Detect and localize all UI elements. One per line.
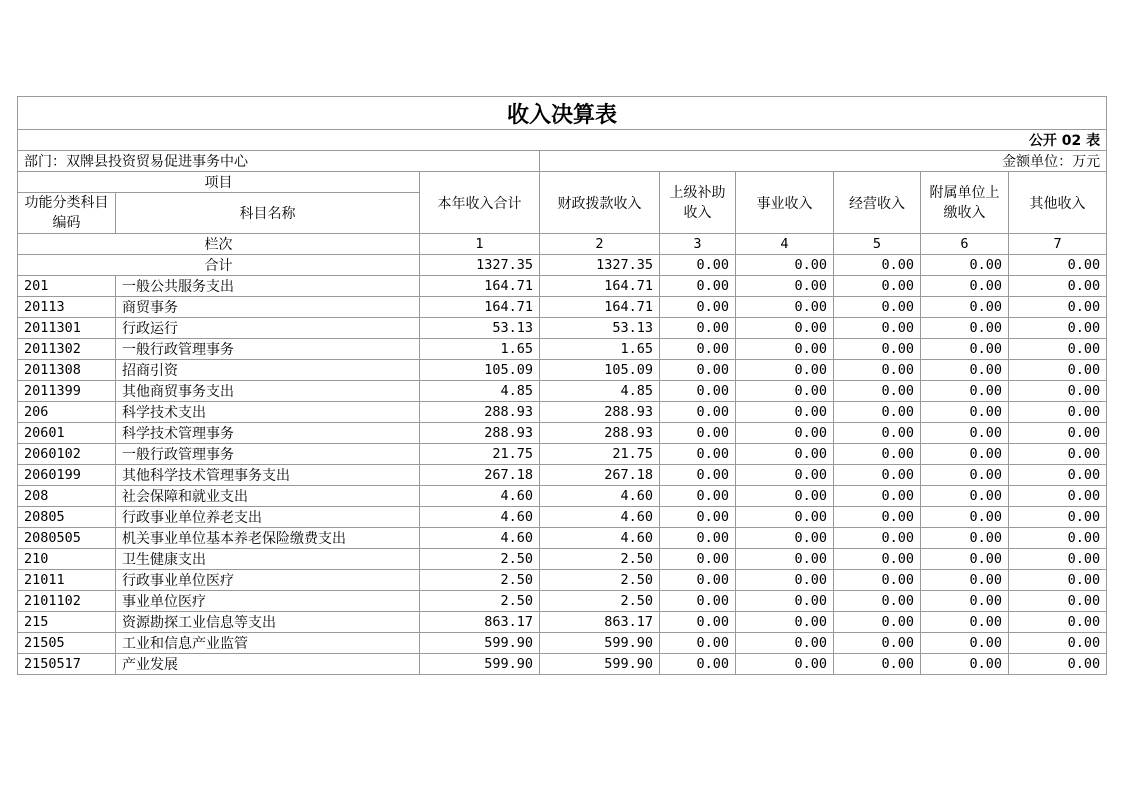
header-subject-name: 科目名称 [116,193,420,234]
table-row [18,276,1107,297]
code-cell: 206 [18,402,116,423]
table-row [18,318,1107,339]
amount-cell: 164.71 [420,297,540,318]
amount-cell: 0.00 [921,591,1009,612]
amount-cell: 0.00 [834,339,921,360]
amount-cell: 0.00 [736,276,834,297]
index-number: 6 [921,234,1009,255]
table-row [18,465,1107,486]
amount-cell: 4.60 [540,486,660,507]
department-label: 部门：双牌县投资贸易促进事务中心 [18,151,540,172]
subject-name-cell: 其他科学技术管理事务支出 [116,465,420,486]
amount-cell: 0.00 [921,381,1009,402]
subject-name-cell: 其他商贸事务支出 [116,381,420,402]
header-col4: 事业收入 [736,172,834,234]
amount-cell: 0.00 [736,549,834,570]
subject-name-cell: 行政事业单位医疗 [116,570,420,591]
code-cell: 2011308 [18,360,116,381]
total-value: 0.00 [736,255,834,276]
amount-cell: 0.00 [834,318,921,339]
code-cell: 20805 [18,507,116,528]
page-title: 收入决算表 [18,97,1107,130]
code-cell: 21505 [18,633,116,654]
code-cell: 2080505 [18,528,116,549]
index-label: 栏次 [18,234,420,255]
amount-cell: 0.00 [834,381,921,402]
amount-cell: 0.00 [921,276,1009,297]
table-row [18,591,1107,612]
amount-cell: 4.85 [540,381,660,402]
amount-cell: 0.00 [736,591,834,612]
amount-cell: 0.00 [921,339,1009,360]
amount-cell: 4.60 [540,507,660,528]
amount-cell: 0.00 [1009,423,1107,444]
income-statement-sheet [17,96,1106,675]
amount-cell: 0.00 [736,486,834,507]
amount-cell: 288.93 [420,402,540,423]
table-row [18,549,1107,570]
amount-cell: 0.00 [834,465,921,486]
amount-cell: 4.60 [420,486,540,507]
amount-cell: 0.00 [736,318,834,339]
header-col5: 经营收入 [834,172,921,234]
amount-cell: 0.00 [660,570,736,591]
amount-cell: 0.00 [660,402,736,423]
amount-cell: 0.00 [1009,297,1107,318]
header-col3: 上级补助收入 [660,172,736,234]
total-value: 0.00 [660,255,736,276]
table-row [18,528,1107,549]
header-col2: 财政拨款收入 [540,172,660,234]
income-table [17,96,1107,675]
subject-name-cell: 一般行政管理事务 [116,444,420,465]
code-cell: 201 [18,276,116,297]
table-row [18,654,1107,675]
amount-cell: 0.00 [1009,486,1107,507]
amount-cell: 0.00 [660,591,736,612]
amount-cell: 0.00 [834,570,921,591]
amount-cell: 0.00 [921,444,1009,465]
code-cell: 2060199 [18,465,116,486]
amount-cell: 4.60 [420,528,540,549]
header-item: 项目 [18,172,420,193]
amount-cell: 0.00 [660,633,736,654]
amount-cell: 0.00 [834,444,921,465]
amount-cell: 0.00 [921,402,1009,423]
amount-cell: 2.50 [420,549,540,570]
index-number: 7 [1009,234,1107,255]
amount-cell: 0.00 [1009,402,1107,423]
amount-cell: 0.00 [921,654,1009,675]
amount-cell: 0.00 [660,339,736,360]
table-body [18,97,1107,675]
amount-cell: 2.50 [540,570,660,591]
amount-cell: 164.71 [540,297,660,318]
index-row [18,234,1107,255]
amount-cell: 53.13 [420,318,540,339]
amount-cell: 0.00 [736,570,834,591]
amount-cell: 0.00 [660,549,736,570]
table-row [18,570,1107,591]
amount-cell: 863.17 [540,612,660,633]
index-number: 5 [834,234,921,255]
code-cell: 2011302 [18,339,116,360]
subject-name-cell: 科学技术支出 [116,402,420,423]
table-row [18,633,1107,654]
meta-row [18,151,1107,172]
subject-name-cell: 工业和信息产业监管 [116,633,420,654]
amount-cell: 0.00 [921,633,1009,654]
table-row [18,612,1107,633]
header-col1: 本年收入合计 [420,172,540,234]
form-code-row [18,130,1107,151]
amount-cell: 53.13 [540,318,660,339]
subject-name-cell: 卫生健康支出 [116,549,420,570]
table-row [18,360,1107,381]
amount-cell: 0.00 [1009,507,1107,528]
amount-cell: 0.00 [736,612,834,633]
code-cell: 208 [18,486,116,507]
index-number: 2 [540,234,660,255]
amount-cell: 0.00 [921,486,1009,507]
amount-cell: 21.75 [540,444,660,465]
header-col7: 其他收入 [1009,172,1107,234]
amount-cell: 599.90 [540,654,660,675]
amount-cell: 0.00 [1009,570,1107,591]
amount-cell: 0.00 [921,423,1009,444]
table-row [18,297,1107,318]
amount-cell: 863.17 [420,612,540,633]
index-number: 1 [420,234,540,255]
code-cell: 2150517 [18,654,116,675]
amount-cell: 0.00 [834,276,921,297]
table-row [18,423,1107,444]
amount-cell: 2.50 [420,591,540,612]
amount-cell: 164.71 [540,276,660,297]
amount-cell: 1.65 [420,339,540,360]
amount-cell: 288.93 [420,423,540,444]
amount-cell: 0.00 [1009,654,1107,675]
amount-cell: 0.00 [921,612,1009,633]
amount-cell: 599.90 [420,633,540,654]
amount-cell: 4.60 [540,528,660,549]
amount-cell: 0.00 [660,318,736,339]
subject-name-cell: 商贸事务 [116,297,420,318]
code-cell: 21011 [18,570,116,591]
amount-cell: 0.00 [736,381,834,402]
amount-cell: 0.00 [660,528,736,549]
table-row [18,381,1107,402]
code-cell: 20113 [18,297,116,318]
amount-cell: 0.00 [660,654,736,675]
amount-cell: 0.00 [1009,465,1107,486]
amount-cell: 288.93 [540,423,660,444]
total-value: 1327.35 [420,255,540,276]
total-value: 1327.35 [540,255,660,276]
amount-cell: 267.18 [540,465,660,486]
subject-name-cell: 一般公共服务支出 [116,276,420,297]
amount-cell: 0.00 [736,444,834,465]
amount-cell: 0.00 [1009,612,1107,633]
amount-cell: 4.85 [420,381,540,402]
amount-cell: 0.00 [660,297,736,318]
amount-cell: 0.00 [834,654,921,675]
amount-cell: 0.00 [1009,591,1107,612]
amount-cell: 0.00 [921,549,1009,570]
index-number: 4 [736,234,834,255]
unit-label: 金额单位：万元 [540,151,1107,172]
amount-cell: 0.00 [736,507,834,528]
amount-cell: 2.50 [540,591,660,612]
amount-cell: 267.18 [420,465,540,486]
amount-cell: 0.00 [660,444,736,465]
amount-cell: 0.00 [921,297,1009,318]
amount-cell: 2.50 [420,570,540,591]
amount-cell: 0.00 [834,633,921,654]
code-cell: 2060102 [18,444,116,465]
amount-cell: 0.00 [834,486,921,507]
table-row [18,402,1107,423]
amount-cell: 0.00 [834,591,921,612]
total-value: 0.00 [1009,255,1107,276]
amount-cell: 0.00 [1009,360,1107,381]
index-number: 3 [660,234,736,255]
amount-cell: 0.00 [921,507,1009,528]
amount-cell: 2.50 [540,549,660,570]
table-row [18,507,1107,528]
amount-cell: 599.90 [420,654,540,675]
amount-cell: 599.90 [540,633,660,654]
header-col6: 附属单位上缴收入 [921,172,1009,234]
amount-cell: 0.00 [736,297,834,318]
header-row-1 [18,172,1107,193]
amount-cell: 0.00 [736,633,834,654]
amount-cell: 0.00 [834,297,921,318]
amount-cell: 21.75 [420,444,540,465]
table-row [18,444,1107,465]
amount-cell: 0.00 [660,465,736,486]
total-value: 0.00 [921,255,1009,276]
code-cell: 2101102 [18,591,116,612]
amount-cell: 0.00 [736,339,834,360]
amount-cell: 0.00 [834,507,921,528]
amount-cell: 0.00 [1009,276,1107,297]
code-cell: 215 [18,612,116,633]
amount-cell: 0.00 [736,423,834,444]
amount-cell: 0.00 [921,318,1009,339]
amount-cell: 0.00 [660,423,736,444]
amount-cell: 0.00 [1009,318,1107,339]
amount-cell: 0.00 [1009,444,1107,465]
amount-cell: 288.93 [540,402,660,423]
code-cell: 20601 [18,423,116,444]
amount-cell: 0.00 [834,612,921,633]
subject-name-cell: 机关事业单位基本养老保险缴费支出 [116,528,420,549]
amount-cell: 1.65 [540,339,660,360]
amount-cell: 0.00 [660,486,736,507]
subject-name-cell: 科学技术管理事务 [116,423,420,444]
amount-cell: 0.00 [660,360,736,381]
subject-name-cell: 招商引资 [116,360,420,381]
subject-name-cell: 行政事业单位养老支出 [116,507,420,528]
code-cell: 210 [18,549,116,570]
amount-cell: 0.00 [1009,528,1107,549]
total-label: 合计 [18,255,420,276]
amount-cell: 0.00 [834,360,921,381]
amount-cell: 0.00 [1009,549,1107,570]
amount-cell: 0.00 [1009,339,1107,360]
amount-cell: 0.00 [736,654,834,675]
amount-cell: 0.00 [834,528,921,549]
amount-cell: 0.00 [660,276,736,297]
amount-cell: 0.00 [736,360,834,381]
title-row [18,97,1107,130]
amount-cell: 0.00 [736,402,834,423]
amount-cell: 0.00 [1009,381,1107,402]
subject-name-cell: 资源勘探工业信息等支出 [116,612,420,633]
code-cell: 2011301 [18,318,116,339]
code-cell: 2011399 [18,381,116,402]
form-code: 公开 02 表 [18,130,1107,151]
amount-cell: 0.00 [921,570,1009,591]
amount-cell: 0.00 [736,465,834,486]
amount-cell: 164.71 [420,276,540,297]
amount-cell: 4.60 [420,507,540,528]
amount-cell: 0.00 [921,528,1009,549]
subject-name-cell: 社会保障和就业支出 [116,486,420,507]
table-row [18,339,1107,360]
amount-cell: 0.00 [921,465,1009,486]
table-row [18,486,1107,507]
total-value: 0.00 [834,255,921,276]
total-row [18,255,1107,276]
amount-cell: 105.09 [540,360,660,381]
amount-cell: 0.00 [660,507,736,528]
amount-cell: 0.00 [834,423,921,444]
amount-cell: 0.00 [660,612,736,633]
amount-cell: 0.00 [834,549,921,570]
amount-cell: 0.00 [736,528,834,549]
subject-name-cell: 产业发展 [116,654,420,675]
amount-cell: 0.00 [834,402,921,423]
amount-cell: 0.00 [921,360,1009,381]
header-func-code: 功能分类科目编码 [18,193,116,234]
subject-name-cell: 一般行政管理事务 [116,339,420,360]
subject-name-cell: 行政运行 [116,318,420,339]
amount-cell: 105.09 [420,360,540,381]
amount-cell: 0.00 [660,381,736,402]
subject-name-cell: 事业单位医疗 [116,591,420,612]
amount-cell: 0.00 [1009,633,1107,654]
